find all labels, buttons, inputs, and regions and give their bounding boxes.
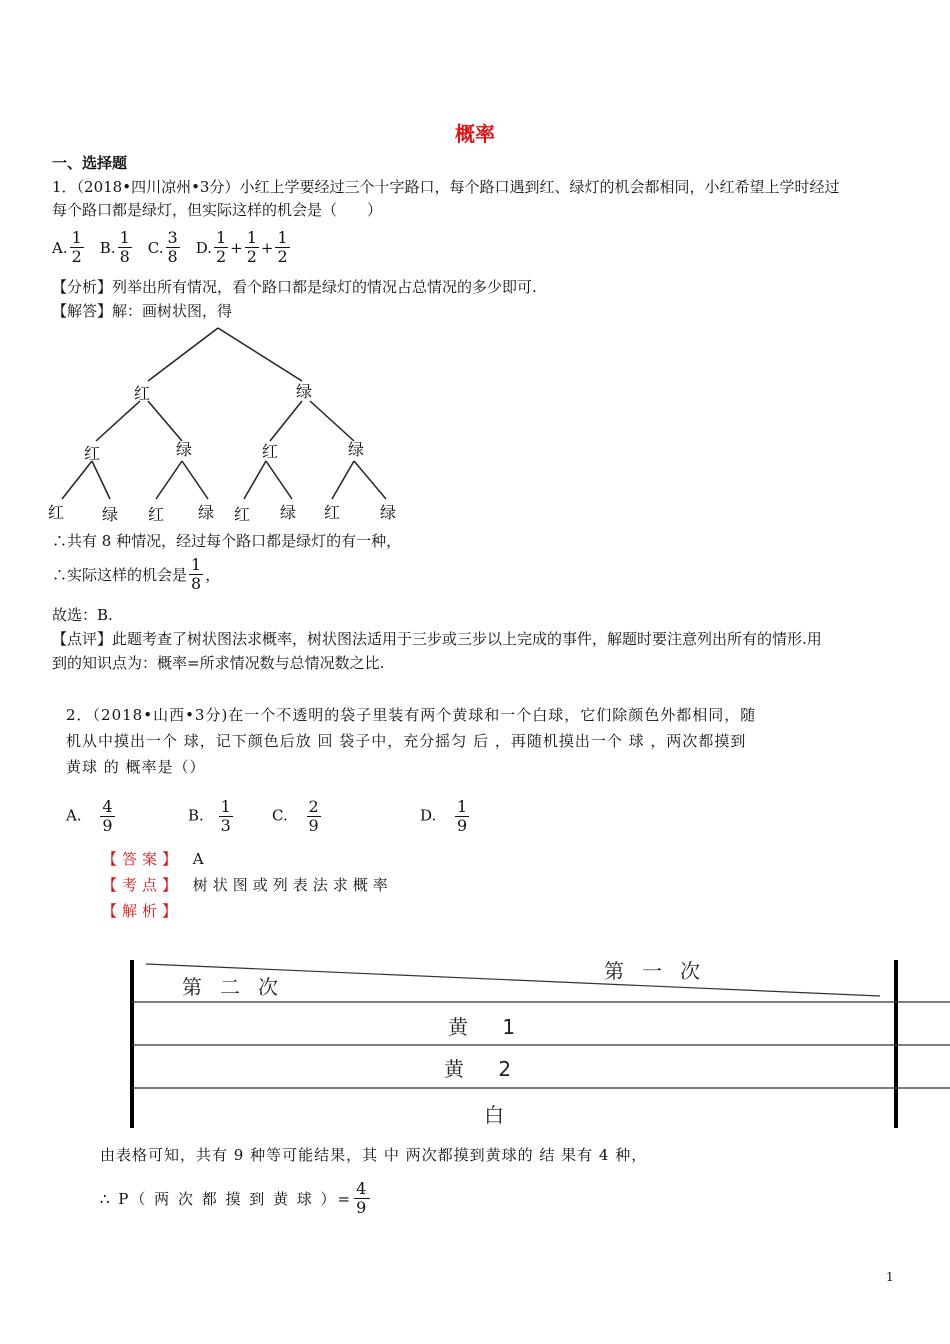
q1-option-d bbox=[196, 229, 292, 266]
q1-option-b bbox=[100, 229, 134, 266]
analysis-tag: 【解析】 bbox=[102, 902, 183, 920]
q1-therefore-1: ∴共有 8 种情况，经过每个路口都是绿灯的有一种， bbox=[52, 532, 402, 550]
table-header-first-draw: 第一次 bbox=[604, 959, 718, 983]
q1-solution: 【解答】解：画树状图，得 bbox=[52, 302, 233, 320]
q1-analysis: 【分析】列举出所有情况，看个路口都是绿灯的情况占总情况的多少即可. bbox=[52, 278, 537, 296]
plus-sign: + bbox=[260, 238, 274, 257]
q1-therefore-2: ∴实际这样的机会是 $\frac{1}{8}$ ， bbox=[52, 555, 221, 593]
fraction: $\frac{4}{9}$ bbox=[102, 797, 113, 835]
tree-node-l3-red: 红 bbox=[148, 505, 165, 524]
fraction: $\frac{1}{2}$ bbox=[277, 228, 288, 266]
outcome-table bbox=[128, 958, 950, 1130]
table-row-yellow-1: 黄 1 bbox=[448, 1015, 530, 1039]
fraction: $\frac{1}{2}$ bbox=[71, 228, 82, 266]
option-label: D. bbox=[195, 238, 212, 257]
fraction: $\frac{1}{2}$ bbox=[246, 228, 257, 266]
tree-node-l3-red: 红 bbox=[234, 505, 251, 524]
tree-diagram bbox=[40, 325, 420, 525]
section-heading: 一、选择题 bbox=[52, 154, 128, 172]
option-label: C. bbox=[147, 238, 164, 257]
tree-node-l1-green: 绿 bbox=[296, 382, 313, 401]
fraction: $\frac{3}{8}$ bbox=[167, 228, 178, 266]
fraction: $\frac{1}{2}$ bbox=[215, 228, 227, 266]
tree-node-l3-green: 绿 bbox=[280, 503, 297, 522]
plus-sign: + bbox=[230, 238, 243, 257]
tree-node-l1-red: 红 bbox=[134, 384, 151, 403]
q1-comment-1: 【点评】此题考查了树状图法求概率，树状图法适用于三步或三步以上完成的事件，解题时要注意列出所有的情形.用 bbox=[52, 630, 822, 648]
table-row-white: 白 bbox=[484, 1103, 504, 1127]
page-number: 1 bbox=[886, 1270, 894, 1284]
q2-stem-line2: 机从中摸出一个 球，记下颜色后放 回 袋子中，充分摇匀 后 ，再随机摸出一个 球 ，两次都摸到 bbox=[66, 732, 747, 750]
q2-option-c: C. $\frac{2}{9}$ bbox=[272, 797, 319, 835]
tree-node-l3-red: 红 bbox=[324, 503, 341, 522]
option-label: A. bbox=[52, 238, 68, 257]
q1-options bbox=[52, 229, 306, 266]
tree-node-l2-green: 绿 bbox=[348, 440, 365, 459]
q2-analysis-row bbox=[102, 900, 182, 922]
q2-stem-line3: 黄球 的 概率是（） bbox=[66, 758, 206, 776]
fraction: $\frac{2}{9}$ bbox=[308, 797, 319, 835]
fraction: $\frac{1}{9}$ bbox=[457, 797, 468, 835]
q2-point-row bbox=[102, 874, 393, 896]
tree-node-l2-green: 绿 bbox=[176, 440, 193, 459]
fraction: $\frac{1}{8}$ bbox=[191, 555, 202, 593]
option-label: B. bbox=[99, 238, 116, 257]
fraction: $\frac{1}{8}$ bbox=[119, 228, 130, 266]
tree-node-l3-green: 绿 bbox=[198, 503, 215, 522]
q2-stem-line1: 2．（2018•山西•3分)在一个不透明的袋子里装有两个黄球和一个白球，它们除颜色外都相同，随 bbox=[66, 706, 757, 724]
q2-options bbox=[66, 786, 486, 835]
tree-node-l3-green: 绿 bbox=[380, 503, 397, 522]
tree-node-l2-red: 红 bbox=[262, 442, 279, 461]
q2-option-a: A. $\frac{4}{9}$ bbox=[66, 797, 113, 835]
tree-node-l2-red: 红 bbox=[84, 444, 101, 463]
q1-option-c bbox=[148, 229, 182, 266]
answer-tag: 【答案】 bbox=[102, 850, 183, 868]
q2-answer-row bbox=[102, 848, 204, 870]
q1-option-a bbox=[52, 229, 86, 266]
tree-node-l3-green: 绿 bbox=[102, 505, 119, 524]
fraction: $\frac{4}{9}$ bbox=[356, 1179, 369, 1217]
q1-stem-line2: 每个路口都是绿灯，但实际这样的机会是（ ） bbox=[52, 201, 383, 219]
page-title: 概率 bbox=[455, 122, 495, 146]
q2-conclusion: 由表格可知，共有 9 种等可能结果，其 中 两次都摸到黄球的 结 果有 4 种， bbox=[100, 1146, 648, 1164]
tree-node-l3-red: 红 bbox=[48, 503, 65, 522]
q1-choose: 故选：B. bbox=[52, 606, 113, 624]
q1-comment-2: 到的知识点为：概率=所求情况数与总情况数之比. bbox=[52, 654, 385, 672]
table-row-yellow-2: 黄 2 bbox=[444, 1057, 526, 1081]
q2-probability: ∴ P（ 两 次 都 摸 到 黄 球 ）= $\frac{4}{9}$ bbox=[100, 1179, 369, 1217]
q1-stem-line1: 1．（2018•四川凉州•3分）小红上学要经过三个十字路口，每个路口遇到红、绿灯的机会都相同，小红希望上学时经过 bbox=[52, 178, 840, 196]
point-tag: 【考点】 bbox=[102, 876, 183, 894]
point-value: 树状图或列表法求概率 bbox=[192, 876, 393, 894]
table-header-second-draw: 第二次 bbox=[182, 975, 296, 999]
fraction: $\frac{1}{3}$ bbox=[220, 797, 231, 835]
q2-option-b: B. $\frac{1}{3}$ bbox=[188, 797, 231, 835]
q2-option-d: D. $\frac{1}{9}$ bbox=[420, 797, 468, 835]
answer-value: A bbox=[192, 850, 204, 868]
